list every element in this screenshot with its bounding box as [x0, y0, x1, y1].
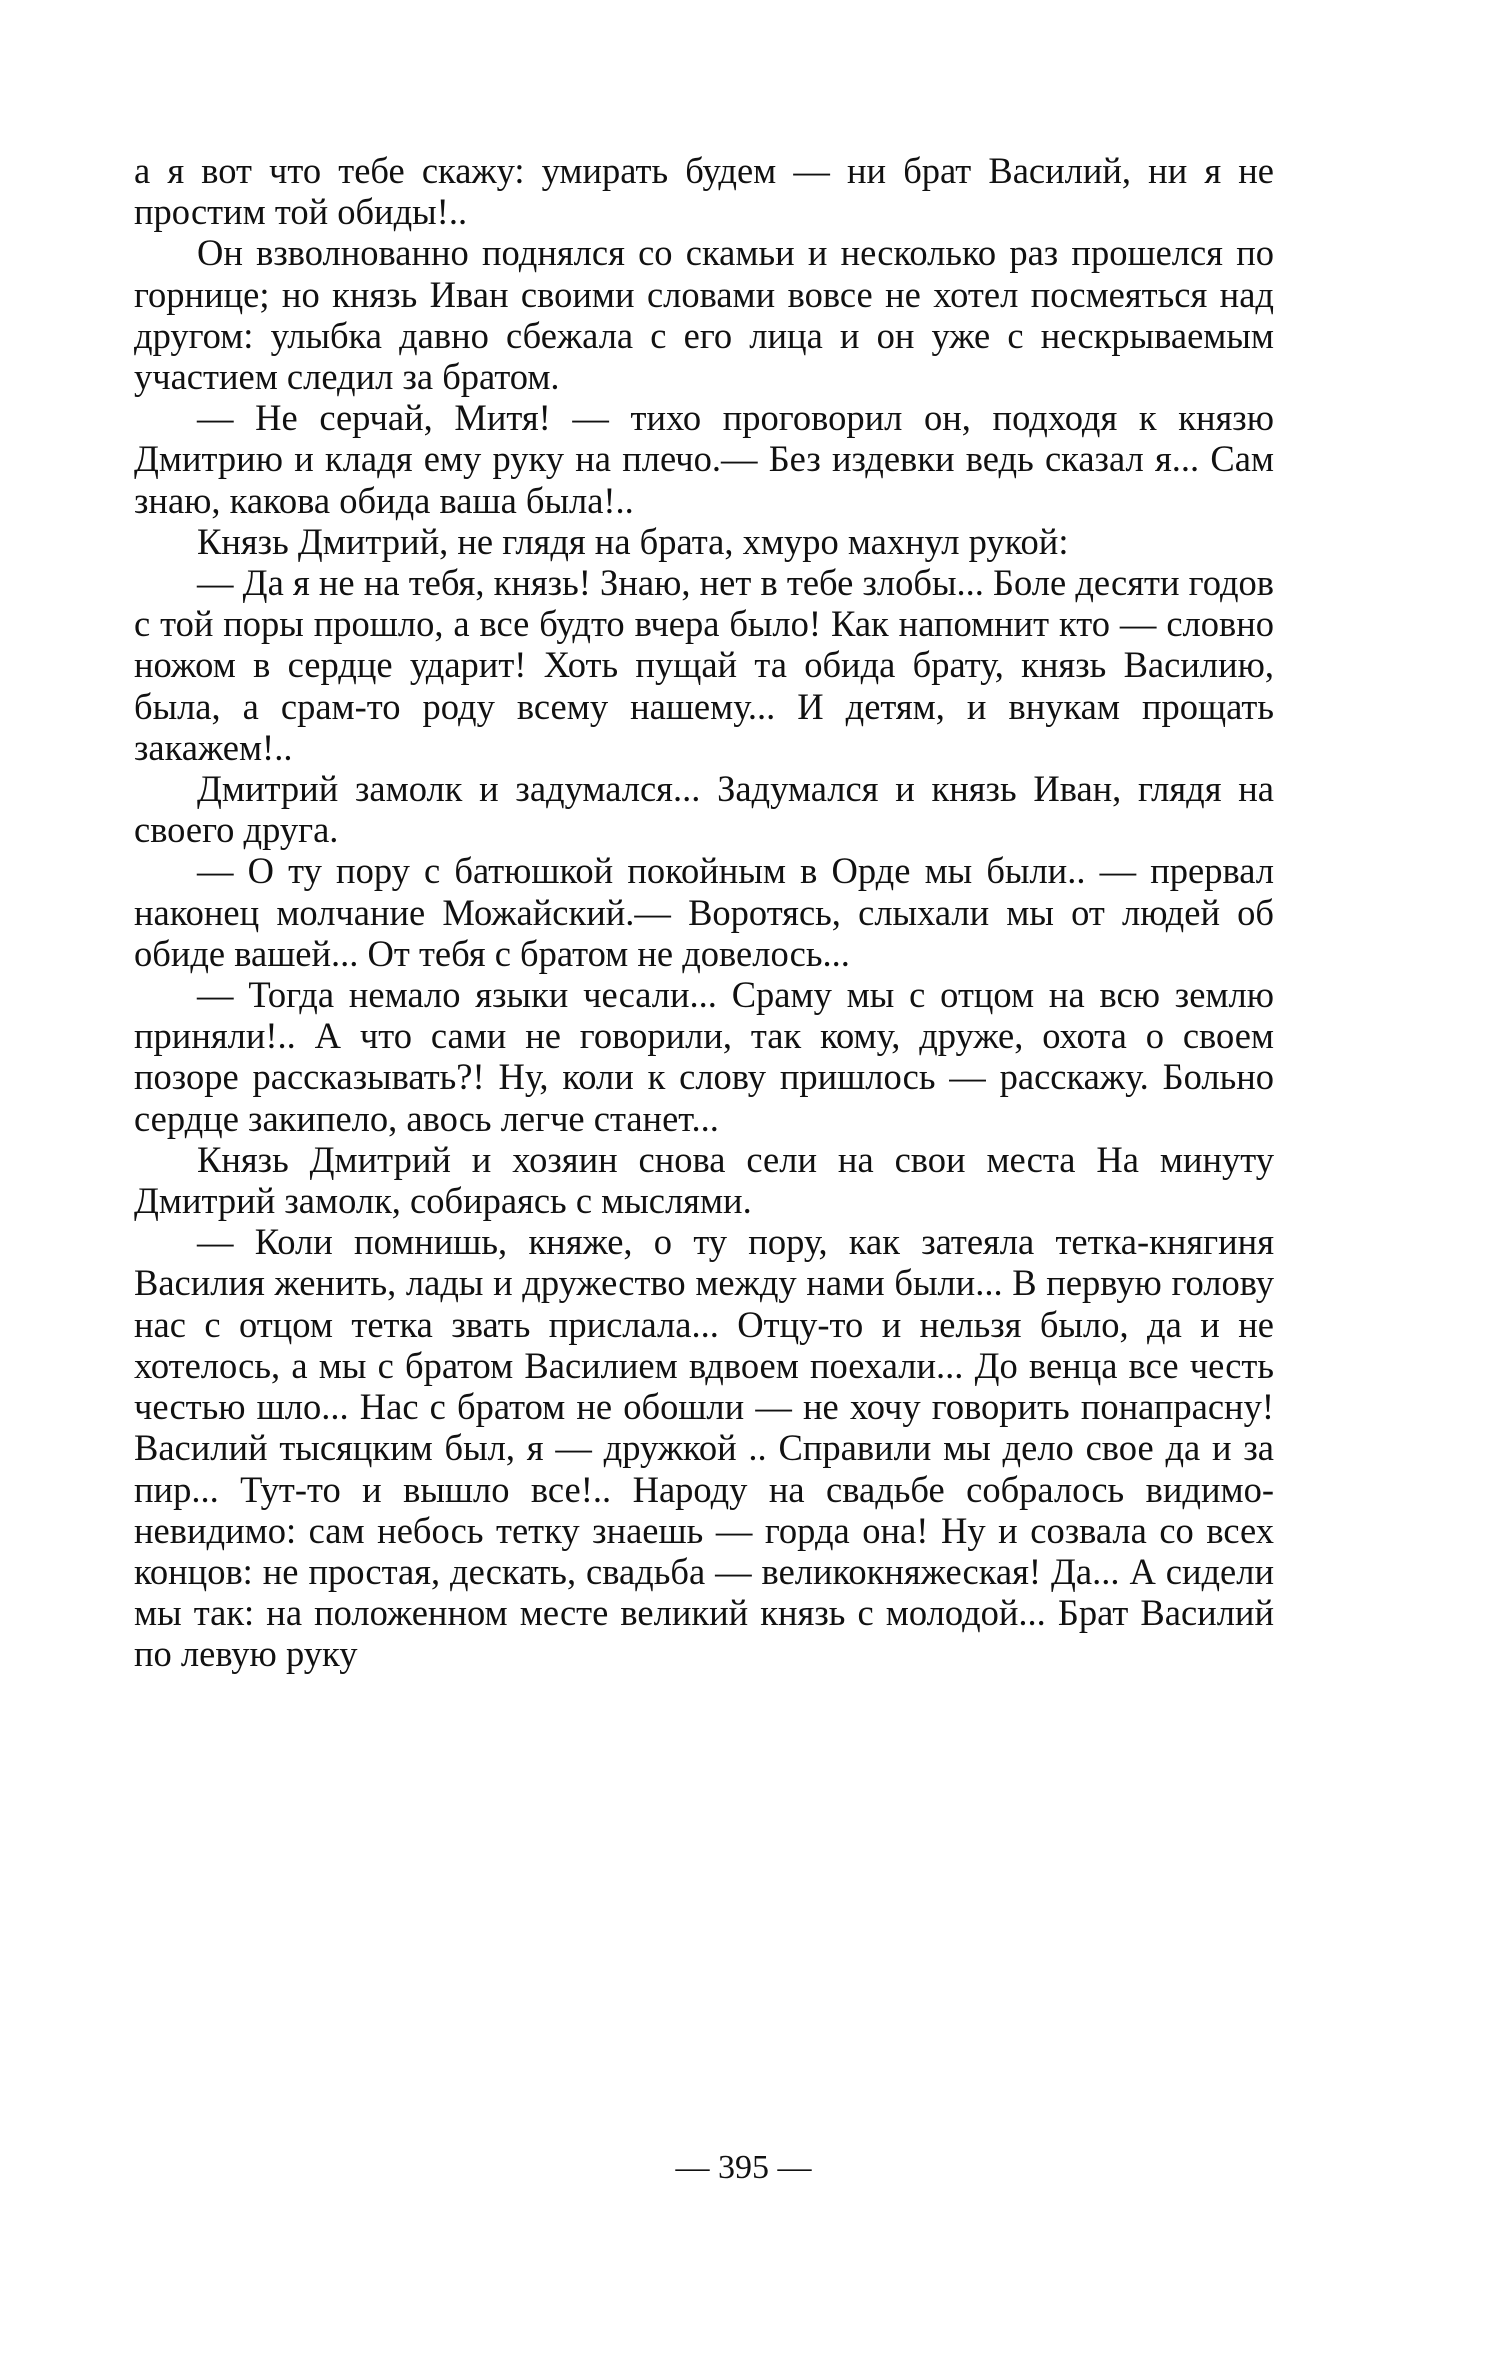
paragraph-dialogue: — Да я не на тебя, князь! Знаю, нет в тебе злобы... Боле десяти годов с той поры прошло, а все будто вчера было! Как напомнит кто — словно ножом в сердце ударит! Хоть пущай та обида брату, князь Василию, была, а срам-то роду всему нашему... И детям, и внукам прощать закажем!..	[134, 562, 1274, 768]
paragraph-dialogue: — О ту пору с батюшкой покойным в Орде мы были.. — прервал наконец молчание Можайский.— Воротясь, слыхали мы от людей об обиде вашей... От тебя с братом не довелось...	[134, 850, 1274, 974]
paragraph-continuation: а я вот что тебе скажу: умирать будем — ни брат Василий, ни я не простим той обиды!..	[134, 150, 1274, 233]
paragraph-dialogue: — Не серчай, Митя! — тихо проговорил он, подходя к князю Дмитрию и кладя ему руку на плечо.— Без издевки ведь сказал я... Сам знаю, какова обида ваша была!..	[134, 397, 1274, 521]
page-number: — 395 —	[675, 2149, 812, 2186]
paragraph: Он взволнованно поднялся со скамьи и несколько раз прошелся по горнице; но князь Иван своими словами вовсе не хотел посмеяться над другом: улыбка давно сбежала с его лица и он уже с нескрываемым участием следил за братом.	[134, 232, 1274, 398]
body-text	[134, 150, 1274, 1675]
paragraph: Князь Дмитрий и хозяин снова сели на свои места На минуту Дмитрий замолк, собираясь с мыслями.	[134, 1138, 1274, 1222]
paragraph: Князь Дмитрий, не глядя на брата, хмуро махнул рукой:	[197, 520, 1069, 562]
paragraph-dialogue: — Тогда немало языки чесали... Сраму мы с отцом на всю землю приняли!.. А что сами не говорили, так кому, друже, охота о своем позоре рассказывать?! Ну, коли к слову пришлось — расскажу. Больно сердце закипело, авось легче станет...	[134, 974, 1274, 1139]
paragraph-dialogue: — Коли помнишь, княже, о ту пору, как затеяла тетка-княгиня Василия женить, лады и дружество между нами были... В первую голову нас с отцом тетка звать прислала... Отцу-то и нельзя было, да и не хотелось, а мы с братом Василием вдвоем поехали... До венца все честь честью шло... Нас с братом не обошли — не хочу говорить понапрасну! Василий тысяцким был, я — дружкой .. Справили мы дело свое да и за пир... Тут-то и вышло все!.. Народу на свадьбе собралось видимо-невидимо: сам небось тетку знаешь — горда она! Ну и созвала со всех концов: не простая, дескать, свадьба — великокняжеская! Да... А сидели мы так: на положенном месте великий князь с молодой... Брат Василий по левую руку	[134, 1221, 1274, 1675]
paragraph: Дмитрий замолк и задумался... Задумался и князь Иван, глядя на своего друга.	[134, 768, 1274, 851]
